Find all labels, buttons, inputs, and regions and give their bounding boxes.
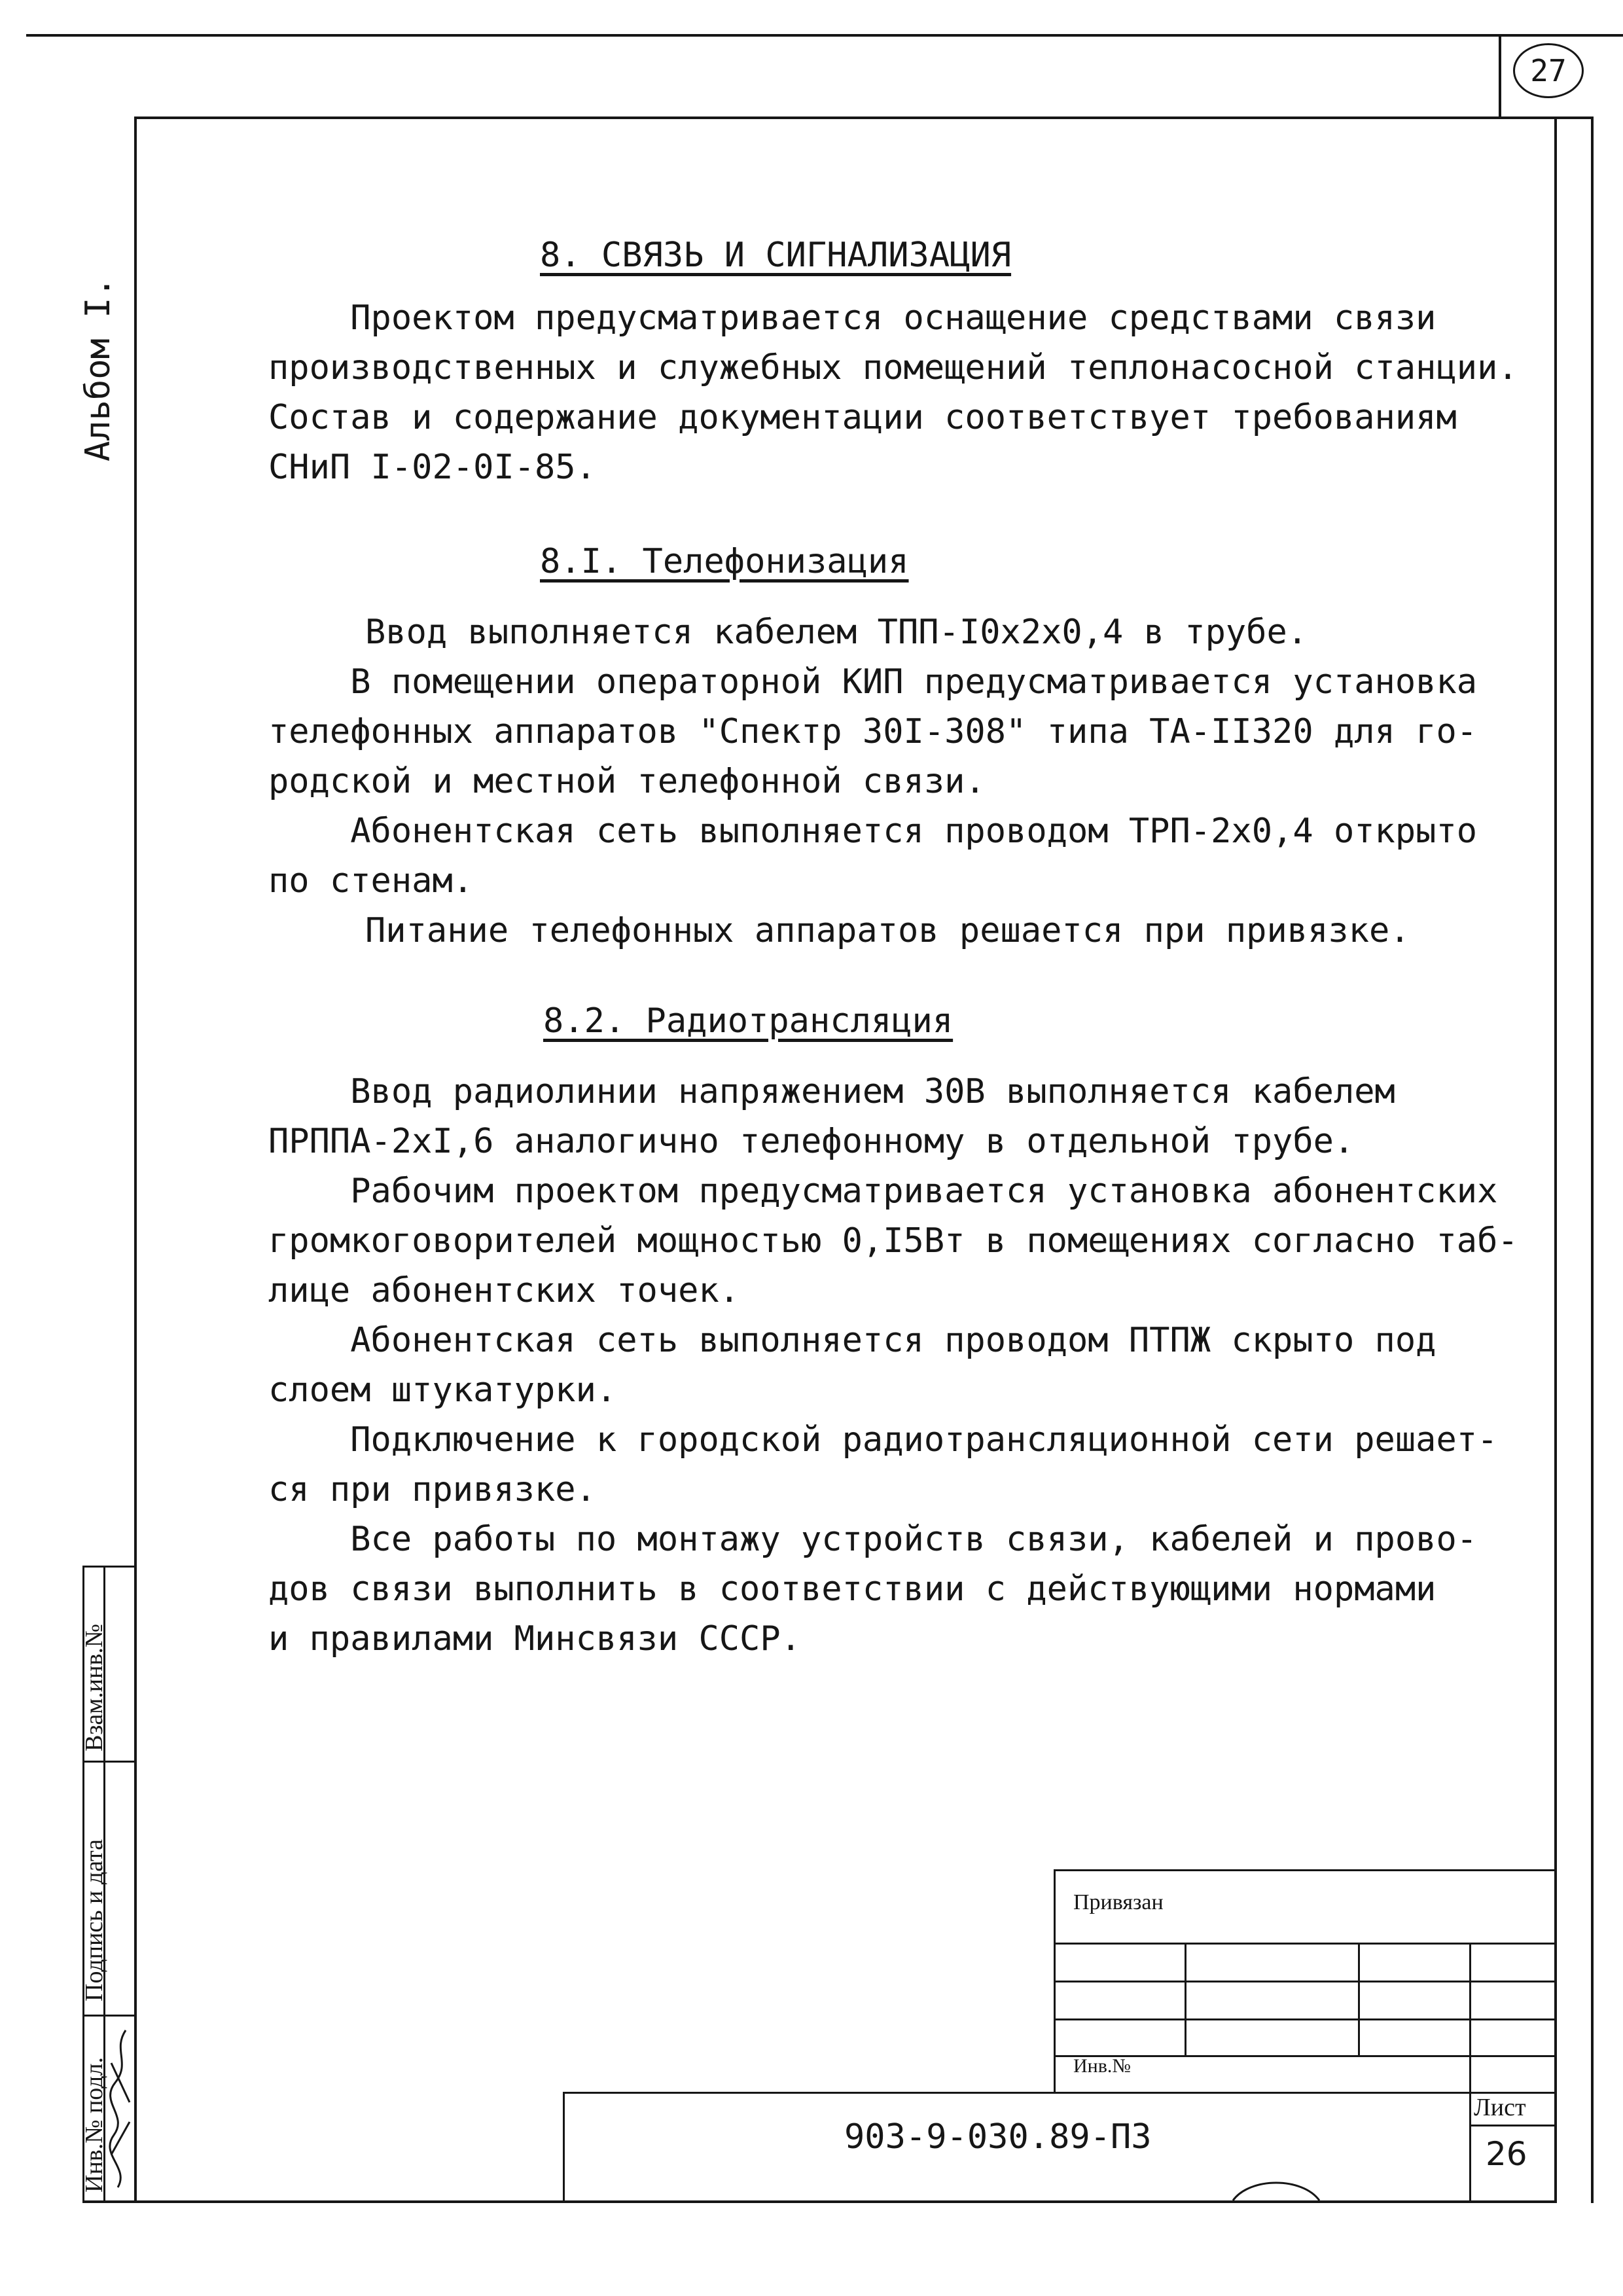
- section-8-2-p4: Подключение к городской радиотрансляционной сети решает- ся при привязке.: [268, 1420, 1498, 1509]
- section-8-1-p2: В помещении операторной КИП предусматривается установка телефонных аппаратов "Спектр 30I-308" типа ТА-II320 для го- родской и местной телефонной связи.: [268, 662, 1478, 801]
- binding-stamp-top: [1054, 1869, 1557, 1871]
- bound-label: Привязан: [1073, 1890, 1164, 1914]
- section-8-1-p1: Ввод выполняется кабелем ТПП-I0х2х0,4 в трубе.: [365, 613, 1308, 652]
- page-number: 27: [1513, 43, 1584, 98]
- section-8-2-p3: Абонентская сеть выполняется проводом ПТПЖ скрыто под слоем штукатурки.: [268, 1321, 1436, 1410]
- binding-stamp-col-2: [1358, 1943, 1360, 2055]
- sheet-box-divider: [1469, 2125, 1557, 2126]
- frame-outer-right: [1591, 117, 1594, 2203]
- signature-mark: [106, 2024, 135, 2194]
- frame-bottom: [82, 2200, 1557, 2203]
- binding-stamp-col-3: [1469, 1943, 1471, 2092]
- title-block-top: [563, 2092, 1557, 2094]
- top-border-line: [26, 34, 1623, 37]
- title-block-left: [563, 2092, 565, 2203]
- sheet-label: Лист: [1474, 2094, 1526, 2121]
- sheet-box-left: [1469, 2092, 1471, 2203]
- section-8-2-p2: Рабочим проектом предусматривается установка абонентских громкоговорителей мощностью 0,I5Вт в помещениях согласно таб- лице абонентских точек.: [268, 1172, 1518, 1310]
- document-code: 903-9-030.89-ПЗ: [844, 2117, 1152, 2157]
- interchange-inv-label: Взам.инв.№: [80, 1623, 108, 1751]
- album-label: Альбом I.: [79, 277, 118, 461]
- section-8-paragraph: Проектом предусматривается оснащение средствами связи производственных и служебных помещений теплонасосной станции. Состав и содержание документации соответствует требованиям СНиП I-02-0I-85.: [268, 298, 1518, 487]
- frame-right: [1554, 117, 1557, 2203]
- section-8-2-title: 8.2. Радиотрансляция: [543, 1001, 954, 1041]
- section-8-title: 8. СВЯЗЬ И СИГНАЛИЗАЦИЯ: [540, 236, 1012, 275]
- signature-date-label: Подпись и дата: [80, 1839, 108, 2001]
- section-8-1-p3: Абонентская сеть выполняется проводом ТРП-2х0,4 открыто по стенам.: [268, 812, 1478, 901]
- binding-stamp-row-1: [1054, 1943, 1557, 1945]
- side-stamp-row-2: [82, 2015, 137, 2017]
- frame-left: [134, 117, 137, 2203]
- side-stamp-top: [82, 1566, 137, 1568]
- stamp-arc: [1230, 2174, 1322, 2203]
- inv-label: Инв.№: [1073, 2055, 1132, 2077]
- section-8-1-p4: Питание телефонных аппаратов решается при привязке.: [365, 911, 1410, 950]
- binding-stamp-col-1: [1185, 1943, 1186, 2055]
- page-number-box-left: [1499, 34, 1501, 118]
- frame-top: [134, 117, 1594, 119]
- binding-stamp-row-3: [1054, 2018, 1557, 2020]
- side-stamp-row-1: [82, 1761, 137, 1763]
- sheet-number: 26: [1486, 2135, 1527, 2173]
- section-8-1-title: 8.I. Телефонизация: [540, 542, 909, 581]
- inv-original-label: Инв.№ подл.: [80, 2056, 108, 2193]
- binding-stamp-row-2: [1054, 1981, 1557, 1982]
- section-8-2-p5: Все работы по монтажу устройств связи, кабелей и прово- дов связи выполнить в соответствии с действующими нормами и правилами Минсвязи СССР.: [268, 1520, 1478, 1659]
- section-8-2-p1: Ввод радиолинии напряжением 30В выполняется кабелем ПРППА-2хI,6 аналогично телефонному в отдельной трубе.: [268, 1072, 1395, 1161]
